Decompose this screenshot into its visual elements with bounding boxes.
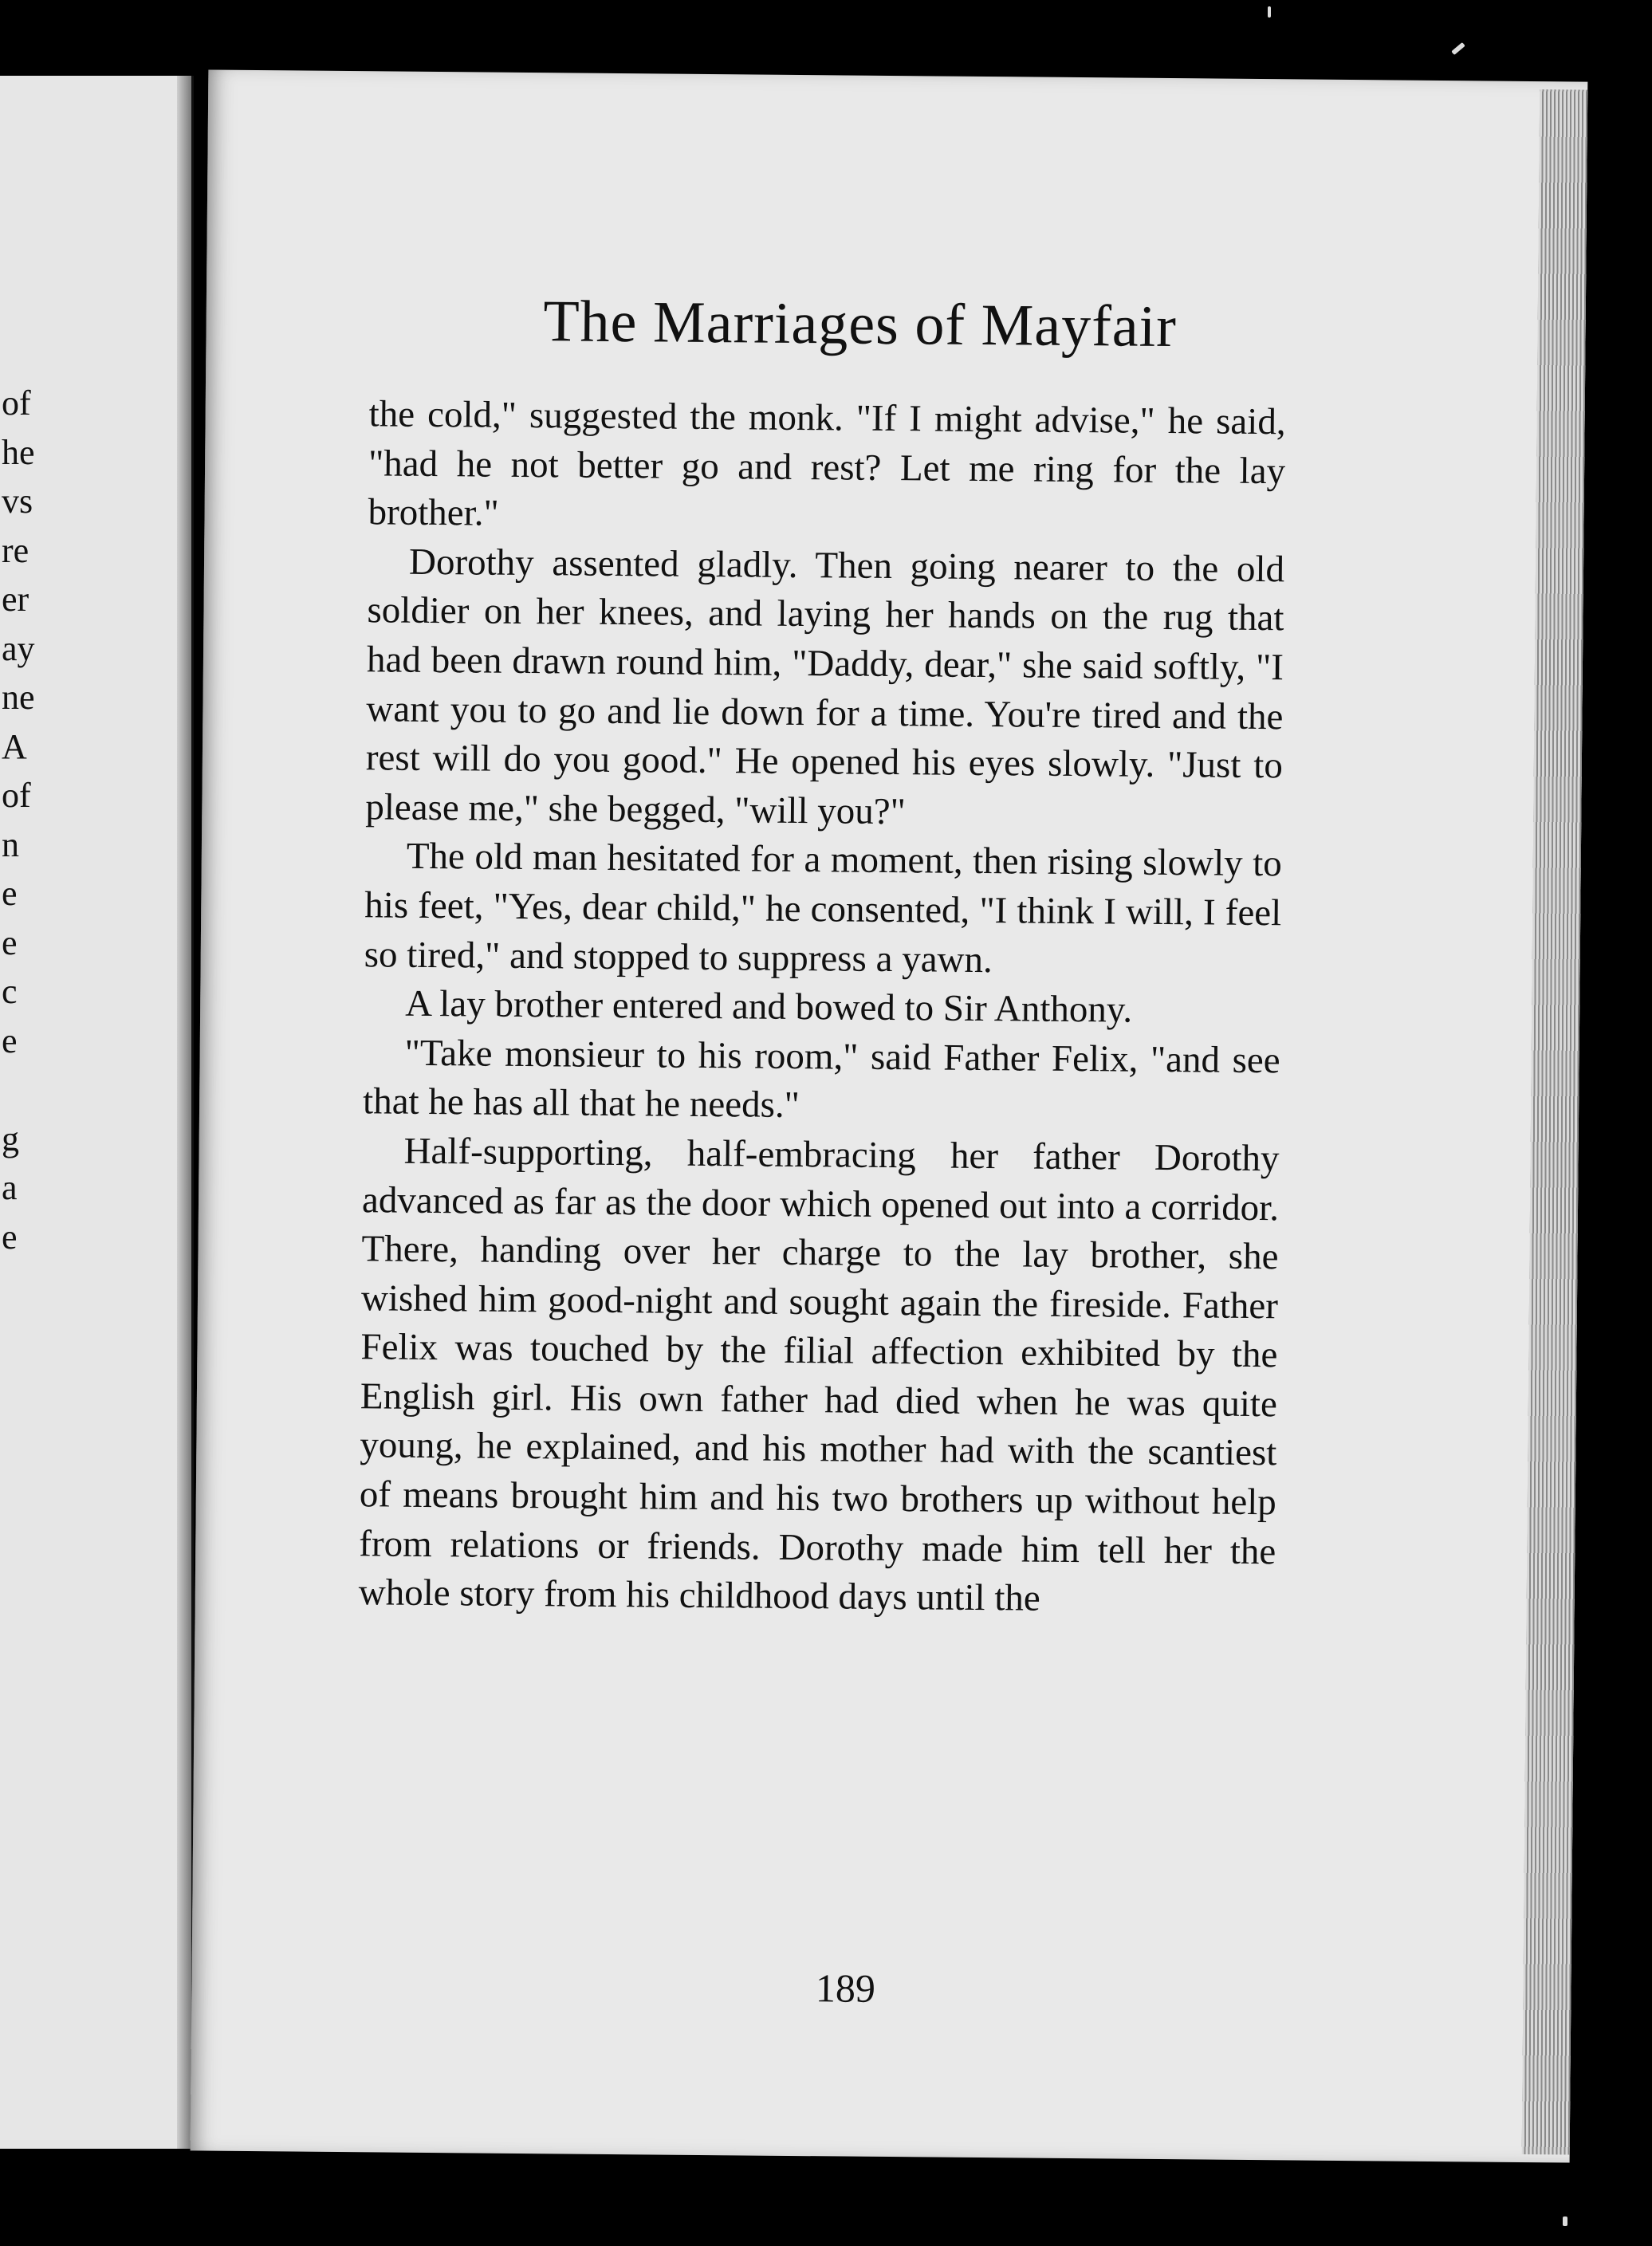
line-fragment: g [2, 1119, 19, 1158]
running-head: The Marriages of Mayfair [543, 289, 1178, 360]
line-fragment: of [2, 384, 31, 423]
line-fragment: A [2, 726, 27, 766]
line-fragment: er [2, 580, 30, 619]
page-body [358, 390, 1285, 1626]
book-page [191, 70, 1588, 2163]
scan-speck [1451, 42, 1465, 55]
line-fragment: n [2, 824, 19, 864]
line-fragment: of [2, 776, 31, 815]
page-edge-stack [1522, 89, 1588, 2154]
page-number: 189 [815, 1965, 876, 2011]
previous-page-line-ends [2, 379, 35, 1261]
paragraph: A lay brother entered and bowed to Sir Anthony. [404, 982, 1133, 1031]
paragraph: "Take monsieur to his room," said Father Felix, "and see that he has all that he needs." [362, 1032, 1280, 1127]
line-fragment: e [2, 922, 18, 962]
paragraph: Dorothy assented gladly. Then going nearer to the old soldier on her knees, and laying her hands on the rug that had been drawn round him, "Daddy, dear," she said softly, "I want you to go and lie down for a time. You're tired and the rest will do you good." He opened his eyes slowly. "Just to please me," she begged, "will you?" [365, 541, 1285, 832]
line-fragment: ay [2, 628, 35, 668]
paragraph: the cold," suggested the monk. "If I might advise," he said, "had he not better go and rest? Let me ring for the lay brother." [368, 393, 1286, 534]
line-fragment: vs [2, 482, 33, 521]
book-gutter-shadow [177, 76, 191, 2149]
line-fragment: e [2, 874, 18, 913]
line-fragment: he [2, 432, 35, 472]
line-fragment [2, 1065, 35, 1115]
scan-speck [1268, 6, 1271, 18]
line-fragment: e [2, 1021, 18, 1060]
line-fragment: e [2, 1217, 18, 1257]
line-fragment: c [2, 972, 18, 1011]
paragraph: Half-supporting, half-embracing her father Dorothy advanced as far as the door which opened out into a corridor. There, handing over her charge to the lay brother, she wished him good-night and sought again the fireside. Father Felix was touched by the filial affection exhibited by the English girl. His own father had died when he was quite young, he explained, and his mother had with the scantiest of means brought him and his two brothers up without help from relations or friends. Dorothy made him tell her the whole story from his childhood days until the [358, 1130, 1280, 1619]
paragraph: The old man hesitated for a moment, then rising slowly to his feet, "Yes, dear child," he consented, "I think I will, I feel so tired," and stopped to suppress a yawn. [364, 836, 1283, 981]
line-fragment: ne [2, 678, 35, 717]
scan-speck [1563, 2216, 1567, 2226]
previous-page-fragment [0, 76, 194, 2149]
line-fragment: re [2, 530, 30, 570]
line-fragment: a [2, 1168, 18, 1207]
